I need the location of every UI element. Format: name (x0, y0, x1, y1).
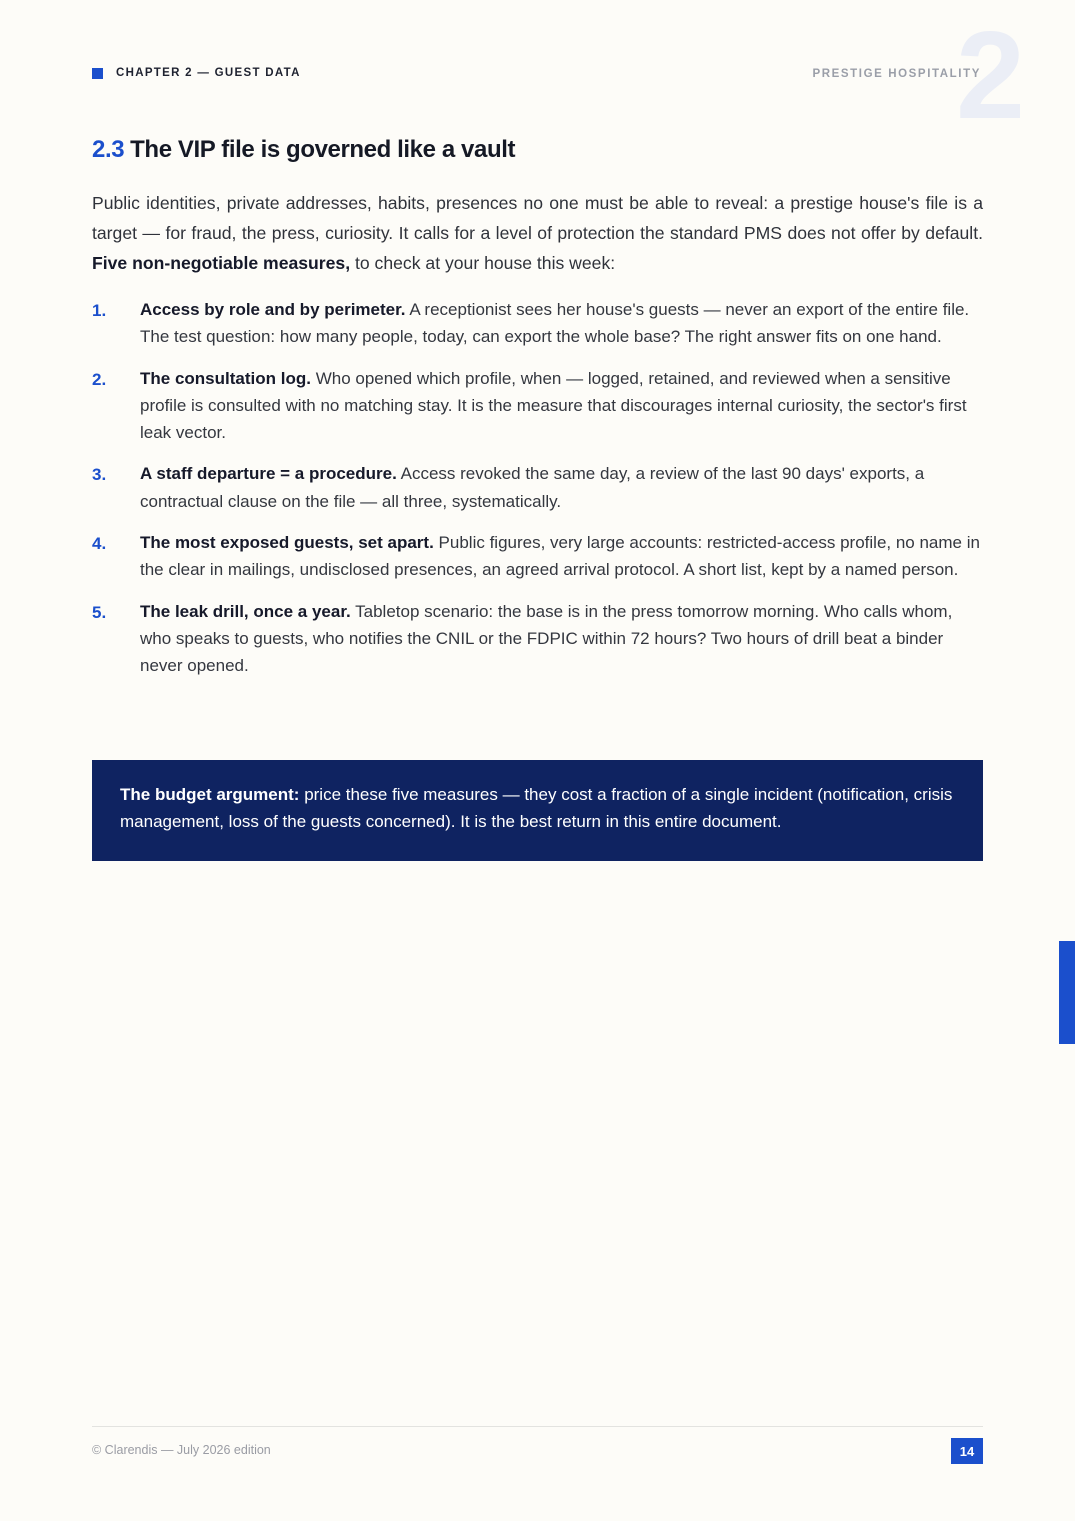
list-item-lead: The most exposed guests, set apart. (140, 533, 434, 553)
intro-paragraph (92, 188, 983, 278)
list-item-lead: The consultation log. (140, 368, 311, 388)
list-item-text: Public figures, very large accounts: restricted-access profile, no name in the clear in mailings, undisclosed presences, an agreed arrival protocol. A short list, kept by a named person. (140, 533, 980, 580)
callout-lead: The budget argument: (120, 785, 300, 804)
chapter-edge-tab (1059, 941, 1075, 1044)
list-item-number: 1. (92, 301, 107, 320)
section-title-text: The VIP file is governed like a vault (130, 136, 516, 163)
list-item (92, 365, 983, 447)
intro-tail: to check at your house this week: (355, 253, 616, 273)
list-item-lead: Access by role and by perimeter. (140, 300, 406, 319)
list-item-number: 3. (92, 465, 107, 485)
chapter-header (92, 67, 301, 79)
budget-callout (92, 760, 983, 861)
brand-label: PRESTIGE HOSPITALITY (812, 68, 981, 80)
section-title (92, 136, 515, 164)
page-number-badge: 14 (951, 1438, 983, 1464)
chapter-marker-square (92, 68, 103, 79)
list-item-text: Tabletop scenario: the base is in the press tomorrow morning. Who calls whom, who speaks to guests, who notifies the CNIL or the FDPIC within 72 hours? Two hours of drill beat a binder never opened. (140, 601, 953, 676)
list-item (92, 598, 983, 680)
list-item-lead: A staff departure = a procedure. (140, 464, 397, 484)
list-item-text: Access revoked the same day, a review of the last 90 days' exports, a contractual clause on the file — all three, systematically. (140, 464, 925, 511)
footer-divider (92, 1426, 983, 1427)
list-item (92, 460, 983, 515)
callout-text: price these five measures — they cost a fraction of a single incident (notification, crisis management, loss of the guests concerned). It is the best return in this entire document. (120, 785, 953, 832)
chapter-number-watermark: 2 (956, 7, 1025, 145)
list-item (92, 529, 983, 584)
intro-bold: Five non-negotiable measures, (92, 253, 351, 273)
list-item-number: 2. (92, 369, 107, 389)
list-item-number: 4. (92, 534, 107, 554)
list-item-number: 5. (92, 602, 107, 622)
measures-list (92, 296, 983, 680)
list-item-text: Who opened which profile, when — logged, retained, and reviewed when a sensitive profile is consulted with no matching stay. It is the measure that discourages internal curiosity, the sector's first leak vector. (140, 368, 967, 443)
chapter-label: CHAPTER 2 — GUEST DATA (116, 67, 301, 79)
list-item-text: A receptionist sees her house's guests — never an export of the entire file. The test question: how many people, today, can export the whole base? The right answer fits on one hand. (140, 300, 970, 347)
footer-credit: © Clarendis — July 2026 edition (92, 1443, 271, 1457)
list-item (92, 296, 983, 351)
section-number: 2.3 (92, 136, 125, 163)
intro-text: Public identities, private addresses, habits, presences no one must be able to reveal: a prestige house's file is a target — for fraud, the press, curiosity. It calls for a level of protection the standard PMS does not offer by default. (92, 193, 983, 243)
list-item-lead: The leak drill, once a year. (140, 601, 351, 621)
